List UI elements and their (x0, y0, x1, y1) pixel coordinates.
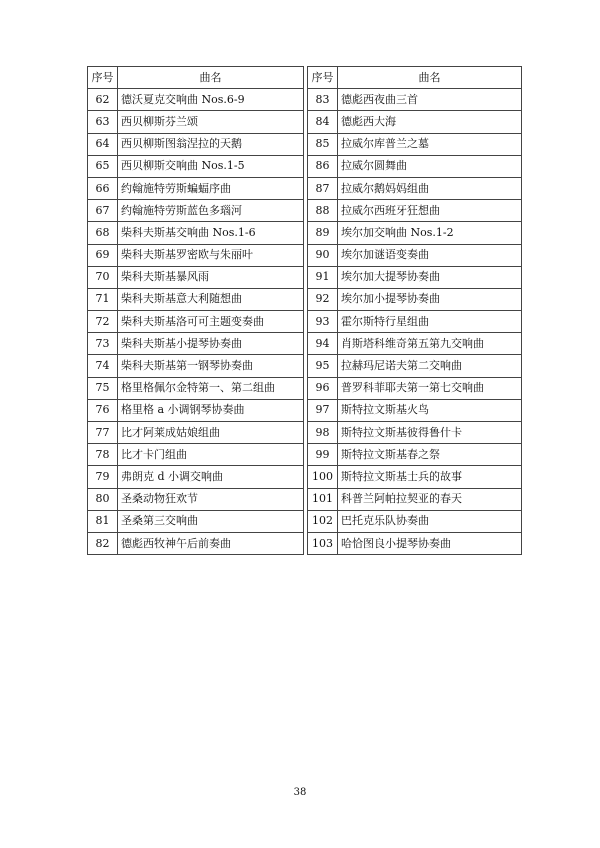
piece-number: 71 (88, 288, 118, 310)
piece-title: 西贝柳斯芬兰颂 (118, 111, 304, 133)
piece-title: 格里格 a 小调钢琴协奏曲 (118, 399, 304, 421)
piece-number: 98 (308, 422, 338, 444)
table-row (308, 155, 522, 177)
table-row (308, 377, 522, 399)
piece-title: 圣桑动物狂欢节 (118, 488, 304, 510)
title-column-header: 曲名 (118, 67, 304, 89)
table-row (88, 89, 304, 111)
piece-title: 斯特拉文斯基士兵的故事 (338, 466, 522, 488)
title-column-header: 曲名 (338, 67, 522, 89)
piece-number: 84 (308, 111, 338, 133)
piece-title: 埃尔加大提琴协奏曲 (338, 266, 522, 288)
table-row (308, 311, 522, 333)
table-row (88, 510, 304, 532)
piece-number: 69 (88, 244, 118, 266)
piece-title: 埃尔加谜语变奏曲 (338, 244, 522, 266)
table-row (88, 244, 304, 266)
table-row (308, 444, 522, 466)
piece-number: 74 (88, 355, 118, 377)
table-row (308, 200, 522, 222)
piece-title: 拉威尔圆舞曲 (338, 155, 522, 177)
piece-number: 65 (88, 155, 118, 177)
table-row (88, 200, 304, 222)
index-column-header: 序号 (308, 67, 338, 89)
table-row (308, 89, 522, 111)
piece-title: 埃尔加交响曲 Nos.1-2 (338, 222, 522, 244)
table-row (308, 244, 522, 266)
piece-number: 85 (308, 133, 338, 155)
piece-number: 72 (88, 311, 118, 333)
piece-number: 101 (308, 488, 338, 510)
piece-number: 102 (308, 510, 338, 532)
piece-number: 76 (88, 399, 118, 421)
piece-title: 西贝柳斯图翁涅拉的天鹅 (118, 133, 304, 155)
piece-title: 约翰施特劳斯蓝色多瑙河 (118, 200, 304, 222)
page-number: 38 (293, 787, 307, 798)
piece-number: 80 (88, 488, 118, 510)
piece-number: 63 (88, 111, 118, 133)
piece-title: 埃尔加小提琴协奏曲 (338, 288, 522, 310)
piece-title: 拉威尔鹅妈妈组曲 (338, 177, 522, 199)
piece-title: 德彪西大海 (338, 111, 522, 133)
piece-number: 87 (308, 177, 338, 199)
piece-number: 75 (88, 377, 118, 399)
table-row (88, 133, 304, 155)
piece-title: 弗朗克 d 小调交响曲 (118, 466, 304, 488)
table-row (308, 111, 522, 133)
index-column-header: 序号 (88, 67, 118, 89)
piece-title: 普罗科菲耶夫第一第七交响曲 (338, 377, 522, 399)
table-row (88, 288, 304, 310)
table-header-row (88, 67, 304, 89)
piece-title: 柴科夫斯基小提琴协奏曲 (118, 333, 304, 355)
piece-title: 拉威尔库普兰之墓 (338, 133, 522, 155)
piece-number: 70 (88, 266, 118, 288)
table-row (88, 111, 304, 133)
table-row (88, 222, 304, 244)
piece-title: 柴科夫斯基交响曲 Nos.1-6 (118, 222, 304, 244)
table-row (308, 399, 522, 421)
piece-title: 格里格佩尔金特第一、第二组曲 (118, 377, 304, 399)
table-row (308, 288, 522, 310)
table-row (308, 355, 522, 377)
piece-number: 92 (308, 288, 338, 310)
piece-title: 巴托克乐队协奏曲 (338, 510, 522, 532)
piece-title: 比才卡门组曲 (118, 444, 304, 466)
table-row (88, 422, 304, 444)
piece-title: 斯特拉文斯基彼得鲁什卡 (338, 422, 522, 444)
piece-title: 约翰施特劳斯蝙蝠序曲 (118, 177, 304, 199)
table-row (308, 488, 522, 510)
piece-number: 78 (88, 444, 118, 466)
piece-title: 德沃夏克交响曲 Nos.6-9 (118, 89, 304, 111)
piece-number: 89 (308, 222, 338, 244)
piece-number: 94 (308, 333, 338, 355)
piece-title: 科普兰阿帕拉契亚的春天 (338, 488, 522, 510)
table-row (308, 177, 522, 199)
piece-title: 柴科夫斯基罗密欧与朱丽叶 (118, 244, 304, 266)
piece-table-left (87, 66, 304, 555)
piece-number: 103 (308, 532, 338, 554)
table-row (88, 377, 304, 399)
piece-number: 93 (308, 311, 338, 333)
piece-number: 82 (88, 532, 118, 554)
piece-number: 81 (88, 510, 118, 532)
piece-number: 66 (88, 177, 118, 199)
piece-title: 西贝柳斯交响曲 Nos.1-5 (118, 155, 304, 177)
piece-title: 德彪西夜曲三首 (338, 89, 522, 111)
table-row (88, 333, 304, 355)
piece-title: 肖斯塔科维奇第五第九交响曲 (338, 333, 522, 355)
piece-number: 100 (308, 466, 338, 488)
piece-number: 90 (308, 244, 338, 266)
piece-title: 斯特拉文斯基火鸟 (338, 399, 522, 421)
table-row (308, 532, 522, 554)
piece-title: 圣桑第三交响曲 (118, 510, 304, 532)
piece-title: 柴科夫斯基洛可可主题变奏曲 (118, 311, 304, 333)
piece-number: 95 (308, 355, 338, 377)
piece-title: 柴科夫斯基暴风雨 (118, 266, 304, 288)
piece-title: 霍尔斯特行星组曲 (338, 311, 522, 333)
table-row (88, 155, 304, 177)
piece-number: 99 (308, 444, 338, 466)
piece-number: 97 (308, 399, 338, 421)
table-row (88, 488, 304, 510)
table-row (308, 466, 522, 488)
table-header-row (308, 67, 522, 89)
table-row (88, 399, 304, 421)
table-row (308, 333, 522, 355)
piece-title: 比才阿莱成姑娘组曲 (118, 422, 304, 444)
table-row (88, 532, 304, 554)
piece-title: 柴科夫斯基意大利随想曲 (118, 288, 304, 310)
piece-number: 91 (308, 266, 338, 288)
piece-number: 67 (88, 200, 118, 222)
table-row (308, 510, 522, 532)
piece-number: 79 (88, 466, 118, 488)
table-row (308, 133, 522, 155)
piece-number: 86 (308, 155, 338, 177)
piece-title: 拉威尔西班牙狂想曲 (338, 200, 522, 222)
table-row (88, 355, 304, 377)
piece-table-left-body (88, 89, 304, 555)
piece-number: 83 (308, 89, 338, 111)
table-row (88, 266, 304, 288)
piece-number: 96 (308, 377, 338, 399)
table-row (308, 222, 522, 244)
piece-title: 柴科夫斯基第一钢琴协奏曲 (118, 355, 304, 377)
piece-number: 77 (88, 422, 118, 444)
table-row (88, 311, 304, 333)
piece-title: 哈恰图良小提琴协奏曲 (338, 532, 522, 554)
piece-number: 62 (88, 89, 118, 111)
piece-number: 88 (308, 200, 338, 222)
piece-number: 68 (88, 222, 118, 244)
piece-table-right-body (308, 89, 522, 555)
table-row (88, 466, 304, 488)
piece-title: 拉赫玛尼诺夫第二交响曲 (338, 355, 522, 377)
table-row (308, 422, 522, 444)
piece-title: 斯特拉文斯基春之祭 (338, 444, 522, 466)
table-row (88, 177, 304, 199)
piece-number: 64 (88, 133, 118, 155)
piece-title: 德彪西牧神午后前奏曲 (118, 532, 304, 554)
piece-table-right (307, 66, 522, 555)
table-row (88, 444, 304, 466)
piece-number: 73 (88, 333, 118, 355)
table-row (308, 266, 522, 288)
